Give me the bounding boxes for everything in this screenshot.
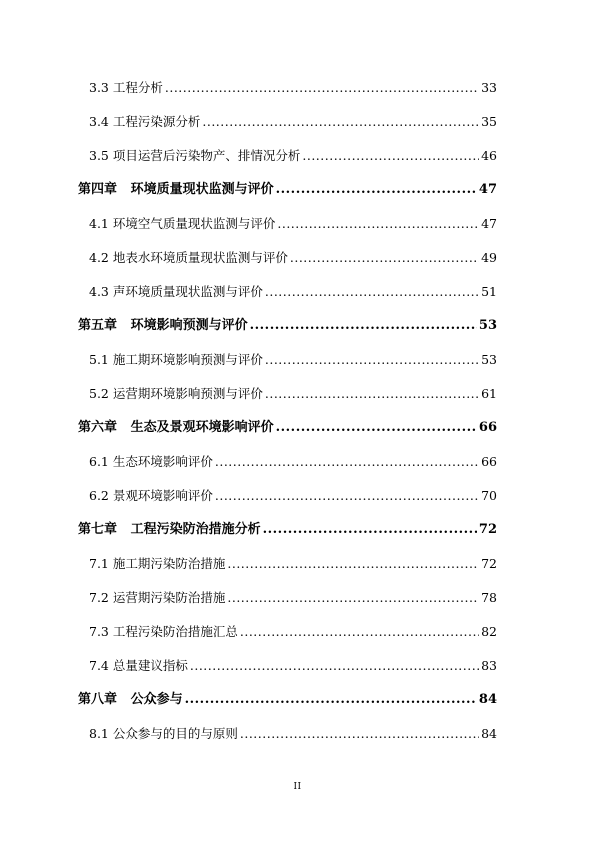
toc-chapter-entry[interactable] [78, 178, 497, 212]
toc-entry-title: 工程污染防治措施汇总 [112, 624, 238, 639]
toc-leader-dots [185, 688, 477, 712]
page-number-footer: II [293, 782, 302, 792]
toc-entry-number: 5.2 [89, 386, 109, 401]
toc-entry-number: 7.3 [89, 624, 109, 639]
toc-chapter-title: 公众参与 [130, 692, 183, 707]
toc-entry[interactable] [78, 348, 497, 382]
toc-entry[interactable] [78, 382, 497, 416]
toc-entry-title: 总量建议指标 [112, 658, 188, 673]
toc-leader-dots [227, 552, 479, 576]
toc-entry-number: 4.2 [89, 250, 109, 265]
toc-chapter-page: 53 [478, 318, 497, 333]
toc-leader-dots [190, 654, 479, 678]
toc-entry-page: 33 [481, 80, 497, 95]
toc-entry-page: 61 [481, 386, 497, 401]
toc-chapter-page: 84 [478, 692, 497, 707]
toc-leader-dots [215, 484, 479, 508]
toc-leader-dots [265, 348, 479, 372]
toc-entry-title: 项目运营后污染物产、排情况分析 [112, 148, 301, 163]
toc-entry-page: 83 [481, 658, 497, 673]
toc-entry-number: 5.1 [89, 352, 109, 367]
toc-entry-title: 声环境质量现状监测与评价 [112, 284, 263, 299]
toc-entry-page: 82 [481, 624, 497, 639]
toc-entry-title: 环境空气质量现状监测与评价 [112, 216, 276, 231]
toc-leader-dots [263, 518, 477, 542]
toc-leader-dots [277, 212, 479, 236]
toc-entry[interactable] [78, 280, 497, 314]
toc-entry[interactable] [78, 110, 497, 144]
toc-entry-page: 47 [481, 216, 497, 231]
toc-leader-dots [240, 620, 479, 644]
toc-entry-number: 6.1 [89, 454, 109, 469]
toc-chapter-number: 第六章 [78, 420, 118, 435]
toc-entry-title: 工程分析 [112, 80, 163, 95]
toc-chapter-title: 工程污染防治措施分析 [130, 522, 261, 537]
toc-entry[interactable] [78, 484, 497, 518]
toc-entry-page: 46 [481, 148, 497, 163]
toc-entry-page: 51 [481, 284, 497, 299]
toc-leader-dots [165, 76, 479, 100]
toc-leader-dots [250, 314, 477, 338]
toc-entry-title: 公众参与的目的与原则 [112, 726, 238, 741]
toc-entry-number: 7.4 [89, 658, 109, 673]
toc-entry-title: 运营期污染防治措施 [112, 590, 226, 605]
toc-leader-dots [202, 110, 479, 134]
toc-entry-page: 84 [481, 726, 497, 741]
toc-chapter-entry[interactable] [78, 688, 497, 722]
toc-entry-page: 78 [481, 590, 497, 605]
toc-leader-dots [215, 450, 479, 474]
table-of-contents [78, 76, 497, 756]
toc-entry-page: 70 [481, 488, 497, 503]
toc-chapter-entry[interactable] [78, 518, 497, 552]
toc-chapter-number: 第八章 [78, 692, 118, 707]
toc-entry[interactable] [78, 212, 497, 246]
toc-entry[interactable] [78, 586, 497, 620]
toc-entry-title: 生态环境影响评价 [112, 454, 213, 469]
toc-chapter-entry[interactable] [78, 314, 497, 348]
toc-leader-dots [290, 246, 479, 270]
toc-entry-number: 4.1 [89, 216, 109, 231]
toc-chapter-number: 第四章 [78, 182, 118, 197]
toc-leader-dots [265, 382, 479, 406]
toc-leader-dots [302, 144, 479, 168]
toc-entry-number: 8.1 [89, 726, 109, 741]
toc-leader-dots [265, 280, 479, 304]
toc-entry[interactable] [78, 144, 497, 178]
toc-leader-dots [240, 722, 479, 746]
toc-chapter-number: 第五章 [78, 318, 118, 333]
toc-entry-number: 3.5 [89, 148, 109, 163]
toc-chapter-number: 第七章 [78, 522, 118, 537]
toc-chapter-title: 生态及景观环境影响评价 [130, 420, 274, 435]
toc-entry-number: 3.4 [89, 114, 109, 129]
toc-entry[interactable] [78, 552, 497, 586]
toc-leader-dots [227, 586, 479, 610]
toc-entry-number: 3.3 [89, 80, 109, 95]
toc-leader-dots [276, 178, 477, 202]
toc-entry-title: 工程污染源分析 [112, 114, 201, 129]
toc-entry[interactable] [78, 76, 497, 110]
toc-entry-page: 35 [481, 114, 497, 129]
toc-leader-dots [276, 416, 477, 440]
toc-chapter-title: 环境影响预测与评价 [130, 318, 248, 333]
toc-entry[interactable] [78, 246, 497, 280]
toc-entry-title: 运营期环境影响预测与评价 [112, 386, 263, 401]
toc-chapter-title: 环境质量现状监测与评价 [130, 182, 274, 197]
toc-entry-page: 72 [481, 556, 497, 571]
toc-chapter-page: 72 [478, 522, 497, 537]
toc-entry-number: 4.3 [89, 284, 109, 299]
toc-entry-number: 7.2 [89, 590, 109, 605]
toc-chapter-page: 66 [478, 420, 497, 435]
toc-entry[interactable] [78, 450, 497, 484]
toc-entry-title: 施工期环境影响预测与评价 [112, 352, 263, 367]
toc-entry-title: 景观环境影响评价 [112, 488, 213, 503]
toc-entry-number: 7.1 [89, 556, 109, 571]
toc-chapter-page: 47 [478, 182, 497, 197]
toc-entry-title: 地表水环境质量现状监测与评价 [112, 250, 288, 265]
toc-entry-page: 66 [481, 454, 497, 469]
toc-chapter-entry[interactable] [78, 416, 497, 450]
toc-entry[interactable] [78, 722, 497, 756]
toc-entry-title: 施工期污染防治措施 [112, 556, 226, 571]
toc-entry[interactable] [78, 654, 497, 688]
toc-entry-page: 49 [481, 250, 497, 265]
toc-entry-number: 6.2 [89, 488, 109, 503]
toc-entry-page: 53 [481, 352, 497, 367]
toc-entry[interactable] [78, 620, 497, 654]
